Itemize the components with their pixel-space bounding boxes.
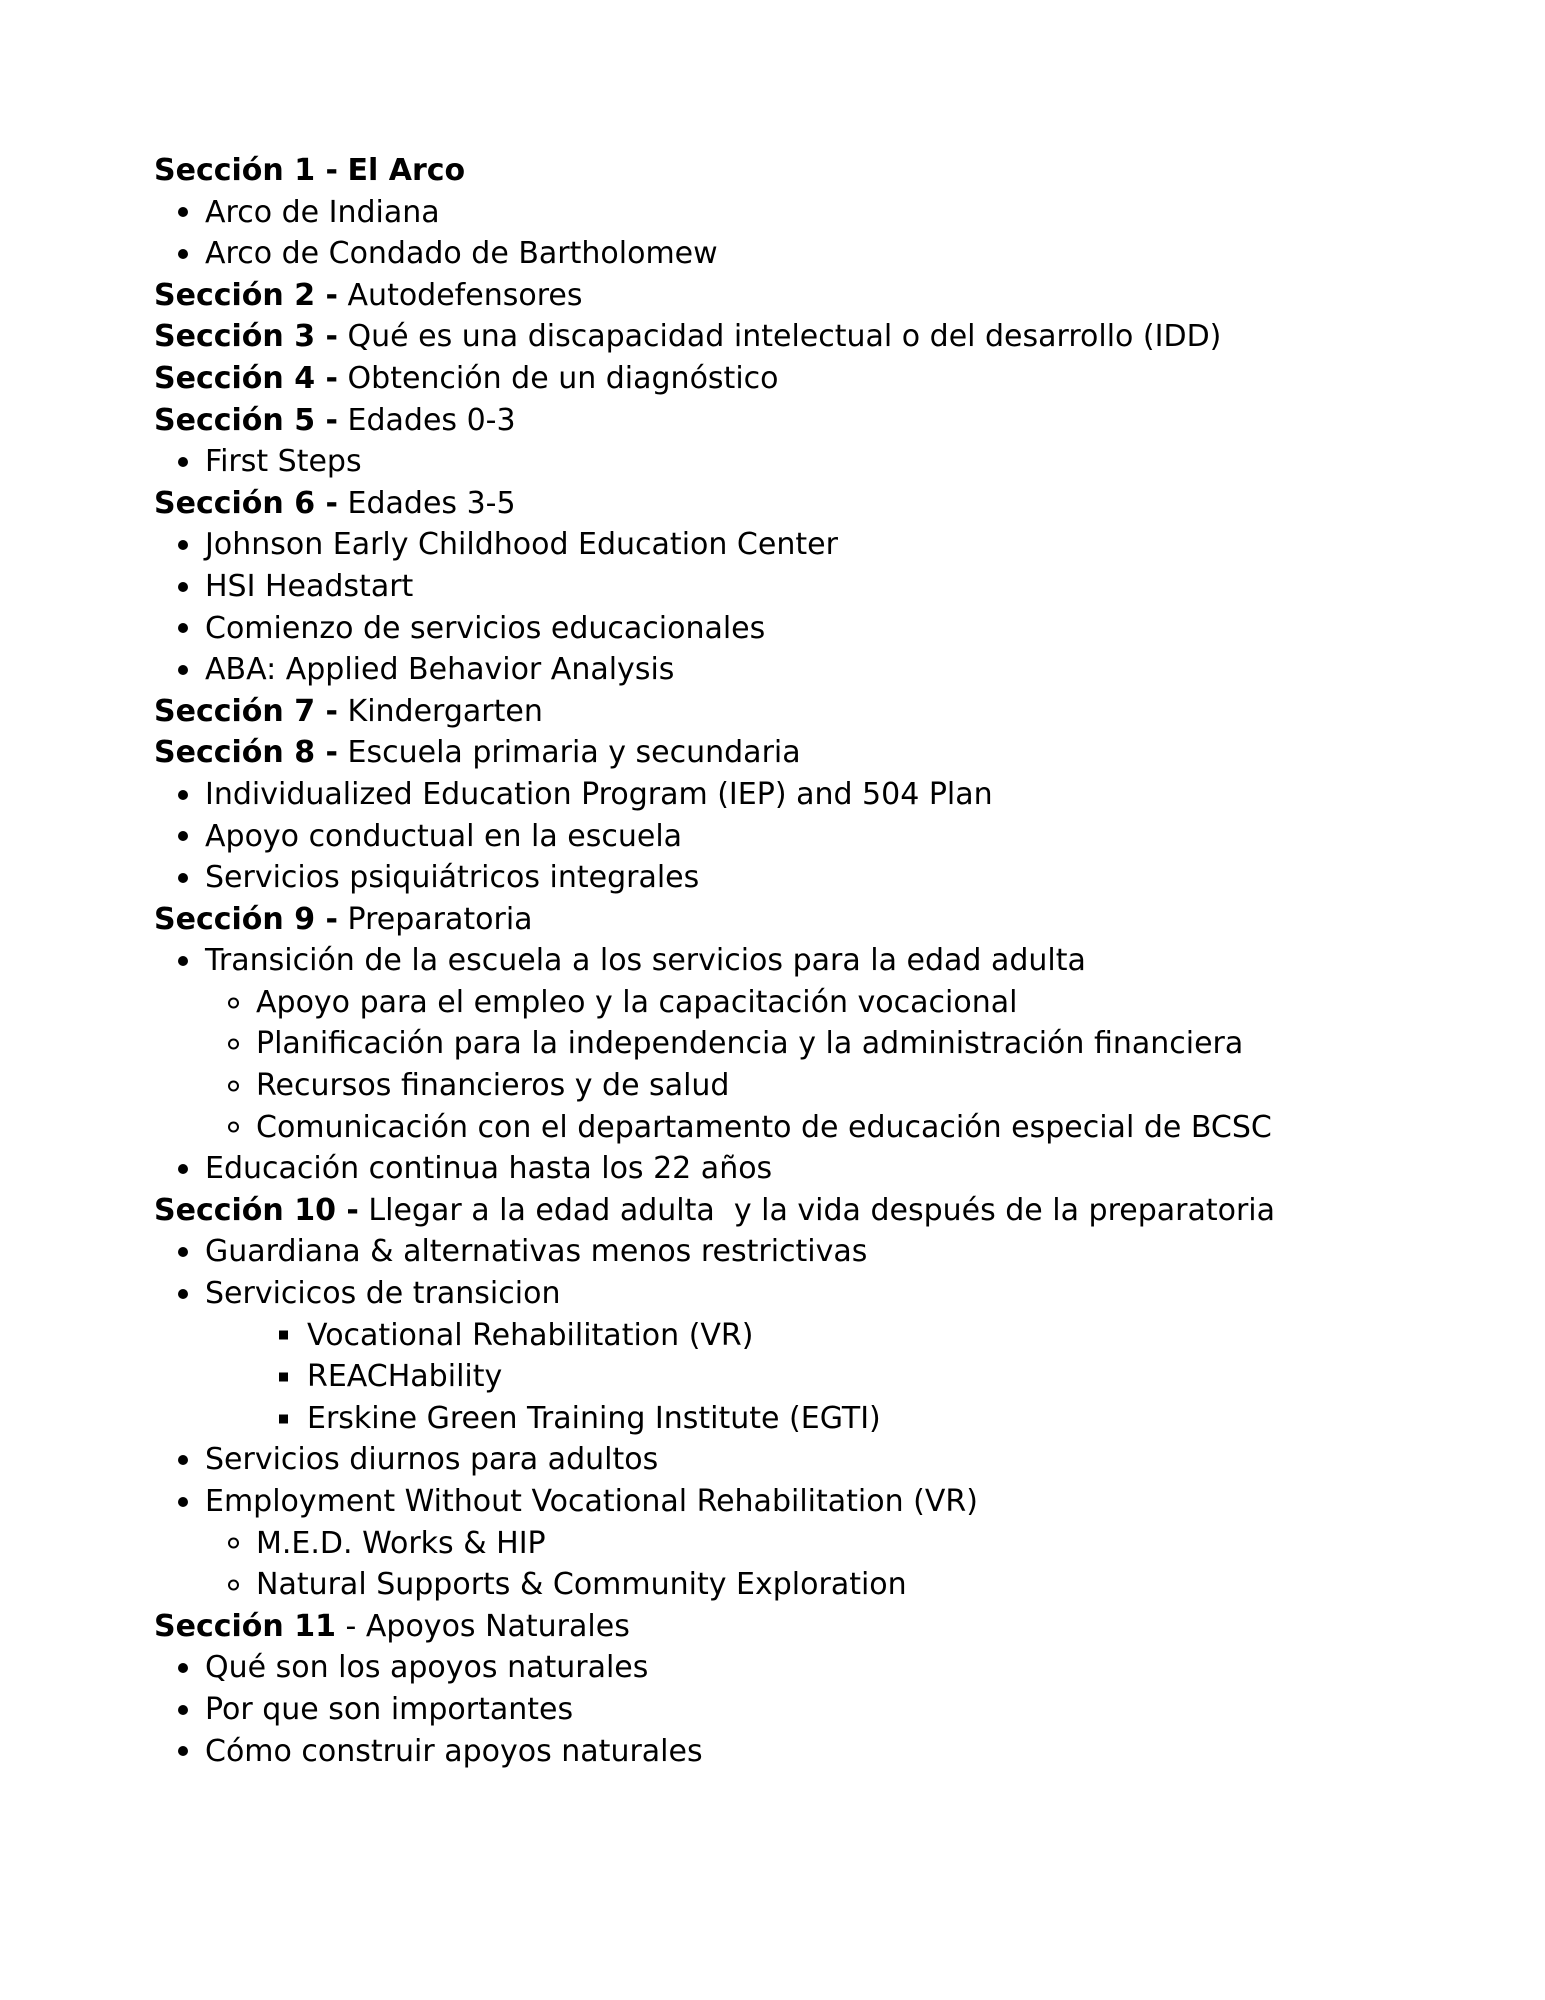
- list-subsubitem: [154, 1398, 1454, 1440]
- section-title: Qué es una discapacidad intelectual o del desarrollo (IDD): [347, 319, 1222, 355]
- list-item: [154, 192, 1454, 234]
- list-item-text: Qué son los apoyos naturales: [205, 1650, 649, 1686]
- list-item-text: Servicios diurnos para adultos: [205, 1442, 659, 1478]
- section-heading-8: [154, 732, 1454, 774]
- list-subitem: [154, 1523, 1454, 1565]
- list-item-text: Apoyo para el empleo y la capacitación vocacional: [256, 984, 1018, 1020]
- list-item-text: ABA: Applied Behavior Analysis: [205, 652, 675, 688]
- bullet-icon: [178, 790, 188, 800]
- list-item-text: First Steps: [205, 444, 362, 480]
- bullet-icon: [178, 582, 188, 592]
- hollow-bullet-icon: [228, 1122, 239, 1133]
- list-item: [154, 649, 1454, 691]
- list-item-text: Comunicación con el departamento de educación especial de BCSC: [256, 1109, 1272, 1145]
- section-label: Sección 8 -: [154, 735, 338, 771]
- list-item-text: M.E.D. Works & HIP: [256, 1525, 546, 1561]
- bullet-icon: [178, 207, 188, 217]
- list-item-text: Individualized Education Program (IEP) and 504 Plan: [205, 776, 993, 812]
- list-item-text: Natural Supports & Community Exploration: [256, 1567, 907, 1603]
- bullet-icon: [178, 1247, 188, 1257]
- bullet-icon: [178, 956, 188, 966]
- section-heading-6: [154, 483, 1454, 525]
- list-item: [154, 940, 1454, 982]
- section-label: Sección 9 -: [154, 901, 338, 937]
- section-title: Preparatoria: [347, 901, 533, 937]
- hollow-bullet-icon: [228, 1538, 239, 1549]
- list-item: [154, 857, 1454, 899]
- list-item-text: Recursos financieros y de salud: [256, 1068, 730, 1104]
- list-item-text: Transición de la escuela a los servicios para la edad adulta: [205, 943, 1086, 979]
- list-item-text: REACHability: [307, 1359, 503, 1395]
- section-heading-2: [154, 275, 1454, 317]
- list-item: [154, 1731, 1454, 1773]
- list-item: [154, 1273, 1454, 1315]
- section-label: Sección 10 -: [154, 1192, 359, 1228]
- list-item: [154, 1481, 1454, 1523]
- section-title: El Arco: [347, 153, 466, 188]
- section-separator: -: [345, 1608, 357, 1644]
- section-label: Sección 2 -: [154, 277, 338, 313]
- hollow-bullet-icon: [228, 997, 239, 1008]
- list-item: [154, 1148, 1454, 1190]
- list-subitem: [154, 1065, 1454, 1107]
- list-item: [154, 524, 1454, 566]
- list-item-text: Apoyo conductual en la escuela: [205, 818, 683, 854]
- section-title: Edades 0-3: [347, 402, 516, 438]
- section-label: Sección 6 -: [154, 485, 338, 521]
- list-item: [154, 816, 1454, 858]
- section-title: Edades 3-5: [347, 485, 516, 521]
- list-item-text: Cómo construir apoyos naturales: [205, 1733, 703, 1769]
- section-heading-10: [154, 1190, 1454, 1232]
- bullet-icon: [178, 831, 188, 841]
- bullet-icon: [178, 1663, 188, 1673]
- section-title: Escuela primaria y secundaria: [347, 735, 801, 771]
- list-item: [154, 233, 1454, 275]
- section-heading-9: [154, 899, 1454, 941]
- section-label: Sección 1 -: [154, 153, 338, 188]
- section-label: Sección 5 -: [154, 402, 338, 438]
- section-heading-5: [154, 400, 1454, 442]
- section-heading-11: [154, 1606, 1454, 1648]
- list-item-text: Arco de Condado de Bartholomew: [205, 236, 718, 272]
- bullet-icon: [178, 623, 188, 633]
- section-heading-1: [154, 150, 1454, 192]
- list-item-text: Employment Without Vocational Rehabilitation (VR): [205, 1484, 978, 1519]
- list-item: [154, 1647, 1454, 1689]
- list-item-text: Servicicos de transicion: [205, 1276, 561, 1312]
- list-item: [154, 608, 1454, 650]
- list-item-text: Por que son importantes: [205, 1691, 574, 1727]
- bullet-icon: [178, 1746, 188, 1756]
- bullet-icon: [178, 1164, 188, 1174]
- section-title: Obtención de un diagnóstico: [347, 360, 779, 396]
- document-page: [154, 150, 1454, 1772]
- section-heading-7: [154, 691, 1454, 733]
- section-label: Sección 7 -: [154, 693, 338, 729]
- list-item-text: Servicios psiquiátricos integrales: [205, 860, 700, 896]
- bullet-icon: [178, 1289, 188, 1299]
- list-subitem: [154, 1107, 1454, 1149]
- section-label: Sección 3 -: [154, 319, 338, 355]
- hollow-bullet-icon: [228, 1080, 239, 1091]
- list-item-text: Comienzo de servicios educacionales: [205, 610, 766, 646]
- bullet-icon: [178, 540, 188, 550]
- list-item-text: Vocational Rehabilitation (VR): [307, 1317, 754, 1353]
- section-label: Sección 11: [154, 1608, 336, 1644]
- list-item-text: Educación continua hasta los 22 años: [205, 1151, 773, 1187]
- list-subsubitem: [154, 1315, 1454, 1357]
- square-bullet-icon: [279, 1373, 288, 1382]
- hollow-bullet-icon: [228, 1579, 239, 1590]
- bullet-icon: [178, 873, 188, 883]
- bullet-icon: [178, 249, 188, 259]
- list-item: [154, 566, 1454, 608]
- list-item: [154, 441, 1454, 483]
- list-item: [154, 1231, 1454, 1273]
- list-item: [154, 1689, 1454, 1731]
- list-item: [154, 1439, 1454, 1481]
- list-item-text: Erskine Green Training Institute (EGTI): [307, 1400, 881, 1436]
- square-bullet-icon: [279, 1331, 288, 1340]
- bullet-icon: [178, 457, 188, 467]
- bullet-icon: [178, 1497, 188, 1507]
- section-title: Autodefensores: [347, 277, 583, 313]
- list-subitem: [154, 1564, 1454, 1606]
- section-title: Apoyos Naturales: [365, 1608, 630, 1644]
- list-item-text: HSI Headstart: [205, 568, 414, 604]
- hollow-bullet-icon: [228, 1039, 239, 1050]
- list-item-text: Guardiana & alternativas menos restrictivas: [205, 1234, 868, 1270]
- section-title: Llegar a la edad adulta y la vida después de la preparatoria: [368, 1192, 1276, 1228]
- bullet-icon: [178, 1455, 188, 1465]
- list-item: [154, 774, 1454, 816]
- list-subitem: [154, 982, 1454, 1024]
- section-heading-4: [154, 358, 1454, 400]
- list-subitem: [154, 1023, 1454, 1065]
- square-bullet-icon: [279, 1414, 288, 1423]
- section-heading-3: [154, 316, 1454, 358]
- list-item-text: Johnson Early Childhood Education Center: [205, 527, 838, 563]
- bullet-icon: [178, 665, 188, 675]
- list-item-text: Planificación para la independencia y la administración financiera: [256, 1026, 1244, 1062]
- bullet-icon: [178, 1705, 188, 1715]
- section-label: Sección 4 -: [154, 360, 338, 396]
- section-title: Kindergarten: [347, 693, 543, 729]
- list-item-text: Arco de Indiana: [205, 194, 440, 230]
- list-subsubitem: [154, 1356, 1454, 1398]
